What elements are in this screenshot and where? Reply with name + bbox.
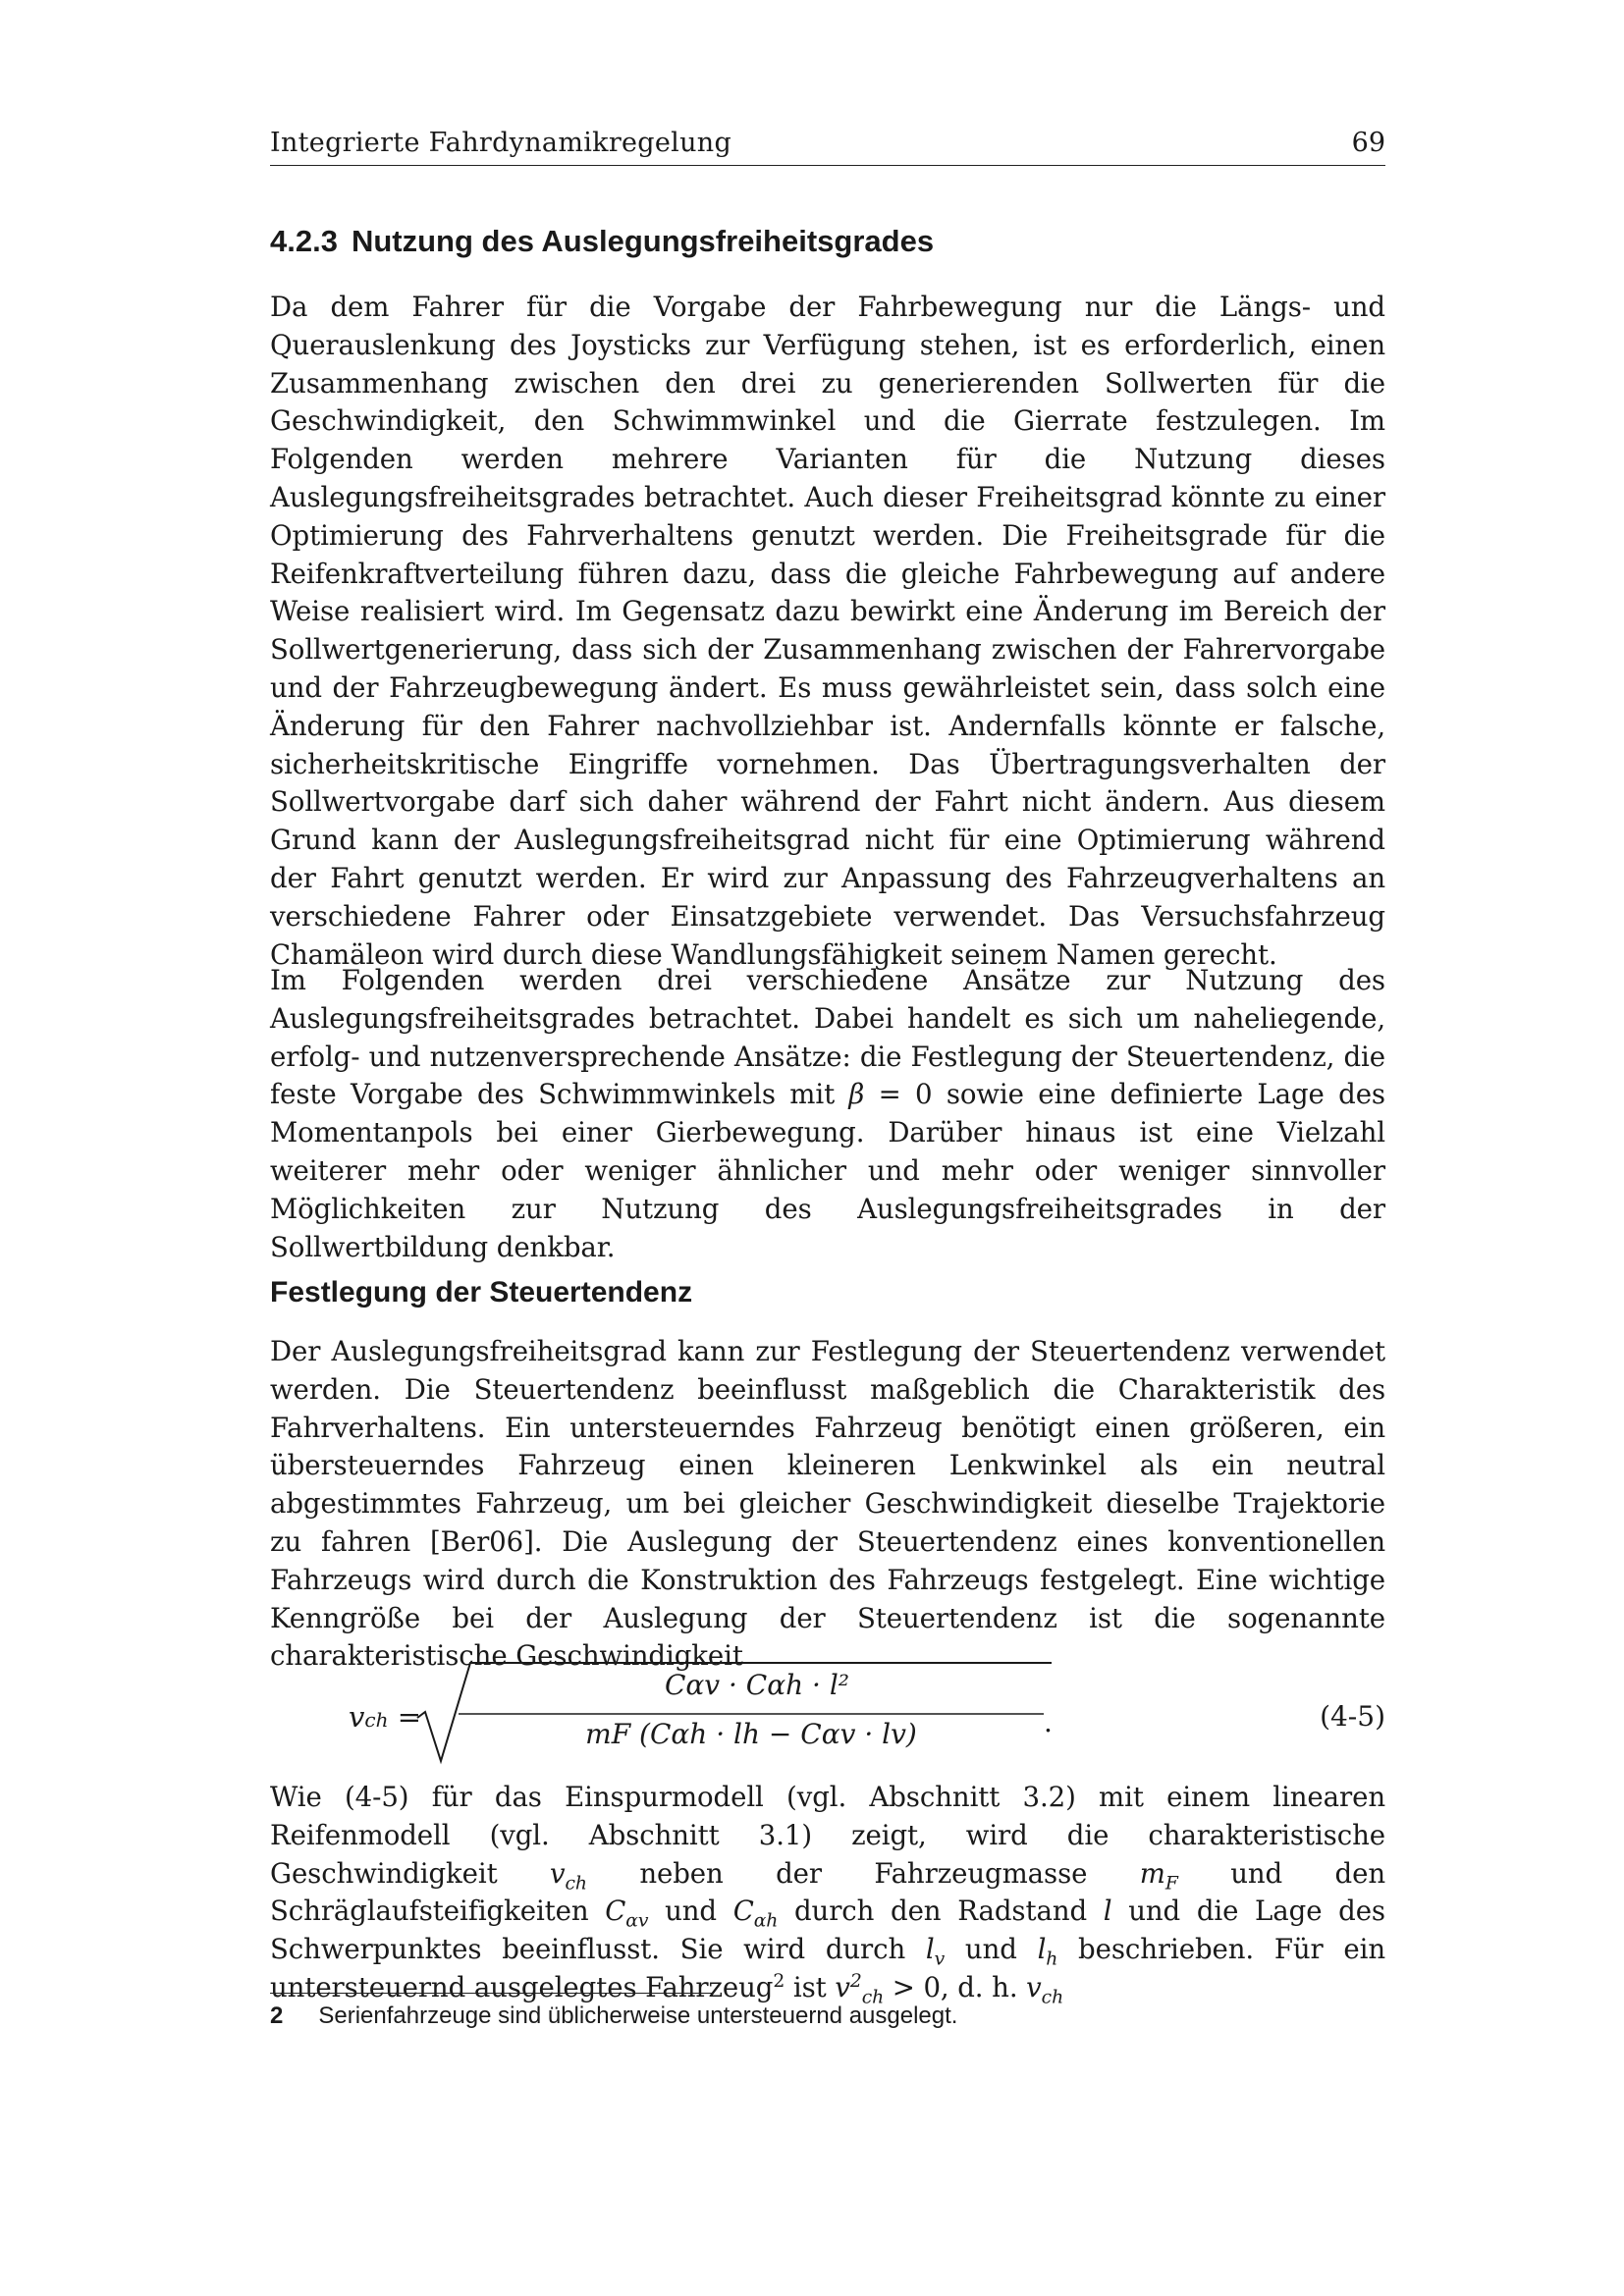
paragraph-4-text-j: > 0, d. h. bbox=[884, 1970, 1027, 2003]
paragraph-2 bbox=[270, 962, 1385, 1266]
fraction-denominator: mF (Cαh · lh − Cαv · lv) bbox=[585, 1718, 917, 1750]
section-heading bbox=[270, 224, 934, 259]
section-number: 4.2.3 bbox=[270, 224, 338, 258]
paragraph-2-text-b: sowie eine definierte Lage des Momentanpols bei einer Gierbewegung. Darüber hinaus ist eine Vielzahl weiterer mehr oder weniger ähnlicher und mehr oder weniger sinnvoller Möglichkeiten zur Nutzung des Auslegungsfreiheitsgrades in der Sollwertbildung denkbar. bbox=[270, 1078, 1385, 1263]
paragraph-2-text-a: Im Folgenden werden drei verschiedene Ansätze zur Nutzung des Auslegungsfreiheitsgrades betrachtet. Dabei handelt es sich um naheliegende, erfolg- und nutzenversprechende Ansätze: die Festlegung der Steuertendenz, die feste Vorgabe des Schwimmwinkels mit bbox=[270, 964, 1385, 1111]
paragraph-3: Der Auslegungsfreiheitsgrad kann zur Festlegung der Steuertendenz verwendet werden. Die Steuertendenz beeinflusst maßgeblich die Charakteristik des Fahrverhaltens. Ein untersteuerndes Fahrzeug benötigt einen größeren, ein übersteuerndes Fahrzeug einen kleineren Lenkwinkel als ein neutral abgestimmtes Fahrzeug, um bei gleicher Geschwindigkeit dieselbe Trajektorie zu fahren [Ber06]. Die Auslegung der Steuertendenz eines konventionellen Fahrzeugs wird durch die Konstruktion des Fahrzeugs festgelegt. Eine wichtige Kenngröße bei der Auslegung der Steuertendenz ist die sogenannte charakteristische Geschwindigkeit bbox=[270, 1335, 1385, 1673]
paragraph-4-text-b: neben der Fahrzeugmasse bbox=[586, 1856, 1140, 1890]
l-v-symbol: $l_v$ bbox=[925, 1933, 946, 1970]
paragraph-4-text-g: und bbox=[945, 1933, 1038, 1966]
equation-lhs bbox=[349, 1700, 421, 1734]
footnote-mark: 2 bbox=[270, 2002, 284, 2029]
equation-lhs-sub: ch bbox=[364, 1708, 389, 1732]
paragraph-4 bbox=[270, 1779, 1385, 2007]
page-number: 69 bbox=[1351, 128, 1385, 158]
l-symbol: l bbox=[1103, 1895, 1112, 1928]
fraction-numerator: Cαv · Cαh · l² bbox=[664, 1669, 850, 1701]
v-ch-symbol-end: $v_{ch}$ bbox=[1026, 1970, 1064, 2008]
footnote bbox=[270, 2002, 957, 2030]
paragraph-4-text-c: und den Schräglaufsteifigkeiten bbox=[270, 1856, 1386, 1928]
paragraph-2-eq: = 0 bbox=[864, 1078, 933, 1111]
footnote-text: Serienfahrzeuge sind üblicherweise untersteuernd ausgelegt. bbox=[318, 2002, 958, 2029]
equation-equals: = bbox=[397, 1700, 422, 1734]
beta-symbol: β bbox=[848, 1078, 865, 1111]
equation-4-5 bbox=[270, 1659, 1385, 1767]
c-av-symbol: $C_{\alpha v}$ bbox=[605, 1895, 649, 1932]
footnote-reference[interactable]: 2 bbox=[773, 1970, 785, 1992]
m-f-symbol: $m_F$ bbox=[1139, 1856, 1178, 1895]
paragraph-4-text-f: und die Lage des Schwerpunktes beeinflusst. Sie wird durch bbox=[270, 1895, 1385, 1966]
equation-period: . bbox=[1044, 1706, 1053, 1738]
subsection-heading: Festlegung der Steuertendenz bbox=[270, 1276, 693, 1308]
equation-lhs-var: v bbox=[349, 1700, 365, 1734]
running-head-title: Integrierte Fahrdynamikregelung bbox=[270, 128, 732, 158]
paragraph-1: Da dem Fahrer für die Vorgabe der Fahrbewegung nur die Längs- und Querauslenkung des Joysticks zur Verfügung stehen, ist es erforderlich, einen Zusammenhang zwischen den drei zu generierenden Sollwerten für die Geschwindigkeit, den Schwimmwinkel und die Gierrate festzulegen. Im Folgenden werden mehrere Varianten für die Nutzung dieses Auslegungsfreiheitsgrades betrachtet. Auch dieser Freiheitsgrad könnte zu einer Optimierung des Fahrverhaltens genutzt werden. Die Freiheitsgrade für die Reifenkraftverteilung führen dazu, dass die gleiche Fahrbewegung auf andere Weise realisiert wird. Im Gegensatz dazu bewirkt eine Änderung im Bereich der Sollwertgenerierung, dass sich der Zusammenhang zwischen der Fahrervorgabe und der Fahrzeugbewegung ändert. Es muss gewährleistet sein, dass solch eine Änderung für den Fahrer nachvollziehbar ist. Andernfalls könnte er falsche, sicherheitskritische Eingriffe vornehmen. Das Übertragungsverhalten der Sollwertvorgabe darf sich daher während der Fahrt nicht ändern. Aus diesem Grund kann der Auslegungsfreiheitsgrad nicht für eine Optimierung während der Fahrt genutzt werden. Er wird zur Anpassung des Fahrzeugverhaltens an verschiedene Fahrer oder Einsatzgebiete verwendet. Das Versuchsfahrzeug Chamäleon wird durch diese Wandlungsfähigkeit seinem Namen gerecht. bbox=[270, 291, 1385, 971]
equation-number: (4-5) bbox=[1320, 1700, 1385, 1733]
paragraph-4-text-h: beschrieben. Für ein untersteuernd ausgelegtes Fahrzeug bbox=[270, 1933, 1386, 2003]
paragraph-4-text-d: und bbox=[648, 1895, 733, 1928]
paragraph-4-text-i: ist bbox=[785, 1970, 836, 2003]
paragraph-4-text-e: durch den Radstand bbox=[778, 1895, 1104, 1928]
footnote-rule bbox=[270, 1993, 712, 1994]
v-ch-symbol: $v_{ch}$ bbox=[550, 1856, 587, 1895]
v-ch-squared-symbol: $v^2_{ch}$ bbox=[835, 1970, 885, 2008]
c-ah-symbol: $C_{\alpha h}$ bbox=[732, 1895, 779, 1932]
l-h-symbol: $l_h$ bbox=[1037, 1933, 1058, 1970]
paragraph-4-text-a: Wie (4-5) für das Einspurmodell (vgl. Abschnitt 3.2) mit einem linearen Reifenmodell (vgl. Abschnitt 3.1) zeigt, wird die charakteristische Geschwindigkeit bbox=[270, 1781, 1385, 1890]
section-title: Nutzung des Auslegungsfreiheitsgrades bbox=[351, 224, 935, 258]
running-head bbox=[270, 126, 1385, 166]
